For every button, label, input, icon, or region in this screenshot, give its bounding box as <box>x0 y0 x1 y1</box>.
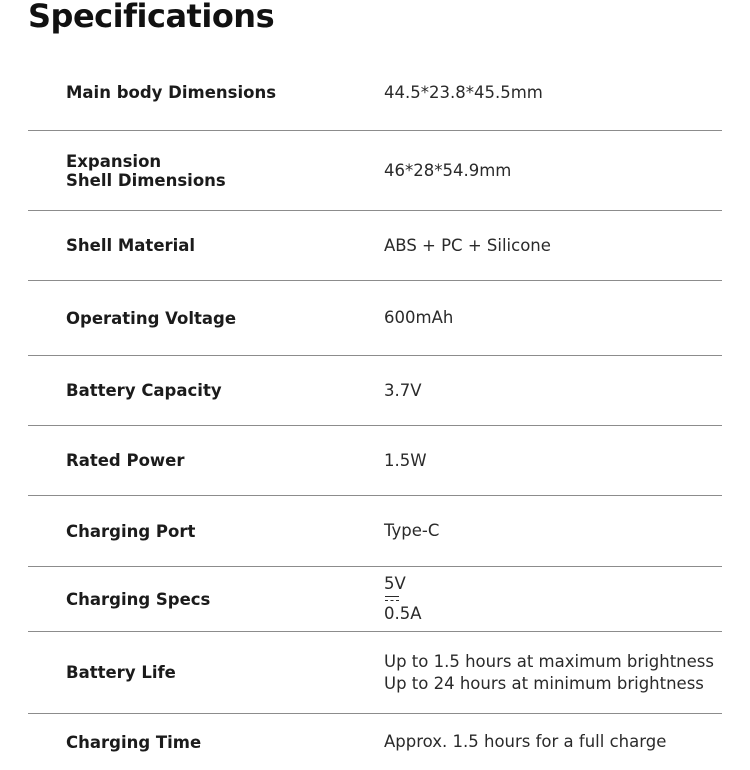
spec-label <box>28 451 384 470</box>
spec-value <box>384 573 722 625</box>
spec-row-battery-capacity <box>28 356 722 426</box>
spec-label-line: Expansion <box>66 151 162 171</box>
spec-label <box>28 309 384 328</box>
spec-value <box>384 307 722 329</box>
spec-value <box>384 160 722 182</box>
spec-value-line: ABS + PC + Silicone <box>384 235 551 255</box>
spec-label <box>28 152 384 190</box>
spec-row-rated-power <box>28 426 722 496</box>
spec-value-line: 46*28*54.9mm <box>384 160 512 180</box>
spec-row-battery-life <box>28 632 722 714</box>
spec-label <box>28 83 384 102</box>
spec-row-operating-voltage <box>28 281 722 356</box>
dc-current-icon <box>385 595 399 603</box>
spec-label <box>28 381 384 400</box>
spec-table <box>28 55 722 770</box>
spec-value-line: Type-C <box>384 521 440 540</box>
spec-value-line: Up to 1.5 hours at maximum brightness <box>384 651 714 671</box>
spec-label-line: Shell Dimensions <box>66 170 226 190</box>
spec-label-line: Shell Material <box>66 236 196 255</box>
spec-value-line: 3.7V <box>384 380 422 400</box>
spec-label <box>28 663 384 682</box>
spec-value <box>384 520 722 542</box>
spec-row-charging-specs <box>28 567 722 632</box>
spec-value-line: Approx. 1.5 hours for a full charge <box>384 732 667 751</box>
page-title: Specifications <box>28 0 275 35</box>
spec-label-line: Charging Port <box>66 521 196 541</box>
spec-label-line: Main body Dimensions <box>66 83 277 102</box>
spec-label <box>28 236 384 255</box>
spec-label-line: Charging Specs <box>66 589 211 609</box>
spec-value <box>384 82 722 104</box>
spec-label <box>28 733 384 752</box>
spec-value-prefix: 5V <box>384 574 406 593</box>
spec-label-line: Rated Power <box>66 451 185 470</box>
spec-value <box>384 380 722 402</box>
spec-label-line: Charging Time <box>66 732 202 752</box>
spec-value-line: Up to 24 hours at minimum brightness <box>384 673 704 693</box>
spec-value <box>384 450 722 472</box>
spec-row-shell-material <box>28 211 722 281</box>
spec-row-charging-port <box>28 496 722 567</box>
spec-value-line: 44.5*23.8*45.5mm <box>384 82 543 102</box>
spec-value-line: 600mAh <box>384 308 454 327</box>
spec-row-expansion-shell-dimensions <box>28 131 722 211</box>
spec-label <box>28 522 384 541</box>
spec-label-line: Operating Voltage <box>66 308 237 328</box>
spec-value-suffix: 0.5A <box>384 604 422 623</box>
spec-label-line: Battery Life <box>66 663 176 682</box>
spec-value <box>384 235 722 257</box>
spec-row-charging-time <box>28 714 722 770</box>
spec-label <box>28 590 384 609</box>
spec-label-line: Battery Capacity <box>66 381 222 400</box>
spec-value-line: 1.5W <box>384 450 427 470</box>
spec-value <box>384 651 722 695</box>
spec-row-main-body-dimensions <box>28 55 722 131</box>
